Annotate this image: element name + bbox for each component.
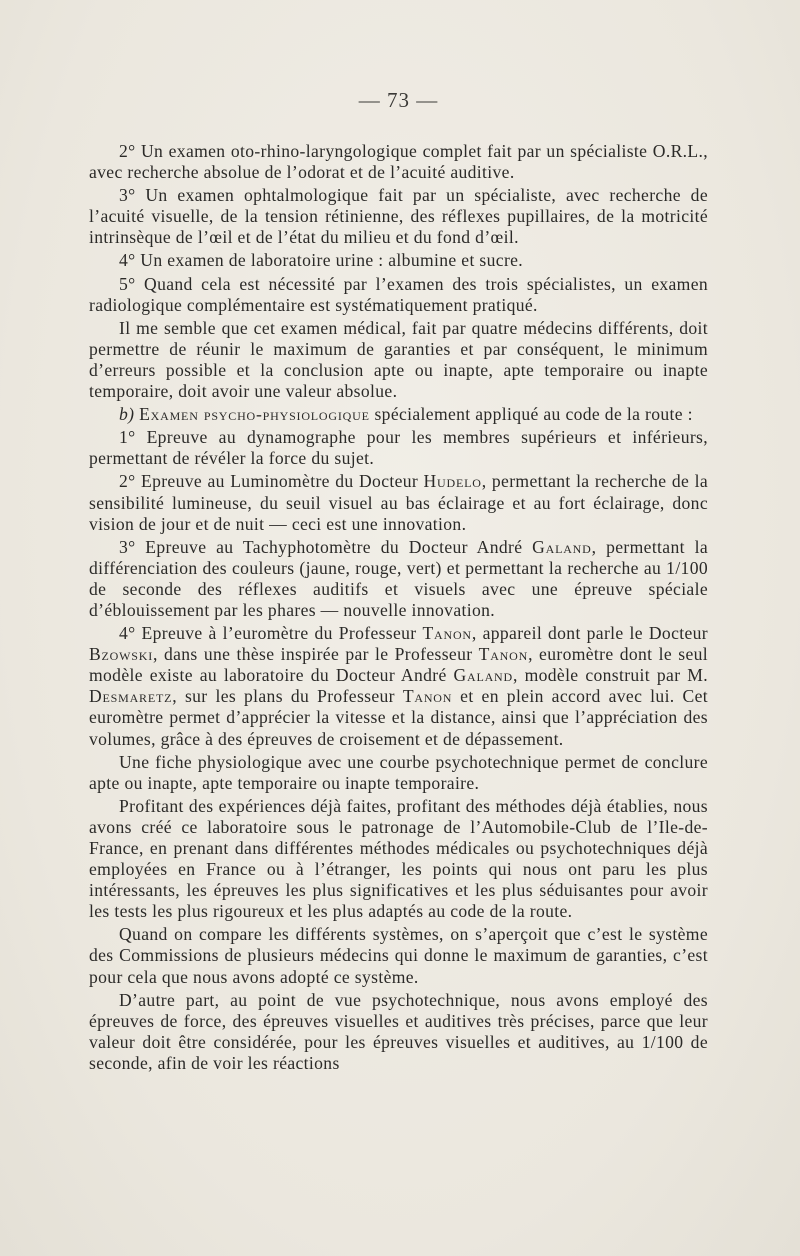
paragraph-laboratoire: 4° Un examen de laboratoire urine : albumine et sucre. xyxy=(119,250,524,271)
paragraph-ophtalmologique: 3° Un examen ophtalmologique fait par un spécialiste, avec recherche de l’acuité visuelle, de la tension rétinienne, des réflexes pupillaires, de la motricité intrinsèque de l’œil et de l’état du milieu et du fond d’œil. xyxy=(89,185,708,248)
paragraph-luminometre: 2° Epreuve au Luminomètre du Docteur Hudelo, permettant la recherche de la sensibilité lumineuse, du seuil visuel au bas éclairage et au fort éclairage, donc vision de jour et de nuit — ceci est une innovation. xyxy=(89,471,708,534)
body-text xyxy=(89,141,708,1074)
paragraph-eurometre: 4° Epreuve à l’euromètre du Professeur Tanon, appareil dont parle le Docteur Bzowski, dans une thèse inspirée par le Professeur Tanon, euromètre dont le seul modèle existe au laboratoire du Docteur André Galand, modèle construit par M. Desmaretz, sur les plans du Professeur Tanon et en plein accord avec lui. Cet euromètre permet d’apprécier la vitesse et la distance, ainsi que l’appréciation des volumes, grâce à des épreuves de croisement et de dépassement. xyxy=(89,623,708,749)
paragraph-examen-psycho: b) Examen psycho-physiologique spécialement appliqué au code de la route : xyxy=(119,404,693,425)
section-heading: Examen psycho-physiologique xyxy=(139,404,370,425)
paragraph-psychotechnique: D’autre part, au point de vue psychotechnique, nous avons employé des épreuves de force, des épreuves visuelles et auditives très précises, parce que leur valeur doit être considérée, pour les épreuves visuelles et auditives, au 1/100 de seconde, afin de voir les réactions xyxy=(89,989,708,1073)
paragraph-examen-medical: Il me semble que cet examen médical, fait par quatre médecins différents, doit permettre de réunir le maximum de garanties et par conséquent, le minimum d’erreurs possible et la conclusion apte ou inapte, apte temporaire ou inapte temporaire, doit avoir une valeur absolue. xyxy=(89,317,708,402)
paragraph-dynamographe: 1° Epreuve au dynamographe pour les membres supérieurs et inférieurs, permettant de révéler la force du sujet. xyxy=(89,427,708,469)
author-name: Desmaretz xyxy=(89,686,173,707)
author-name: Bzowski xyxy=(89,644,153,665)
paragraph-radiologique: 5° Quand cela est nécessité par l’examen des trois spécialistes, un examen radiologique complémentaire est systématiquement pratiqué. xyxy=(89,273,708,315)
paragraph-fiche-physiologique: Une fiche physiologique avec une courbe psychotechnique permet de conclure apte ou inapte, apte temporaire ou inapte temporaire. xyxy=(89,751,708,793)
author-name: Hudelo xyxy=(423,471,482,492)
author-name: Galand xyxy=(453,665,513,686)
author-name: Tanon xyxy=(402,686,453,707)
paragraph-tachyphotometre: 3° Epreuve au Tachyphotomètre du Docteur André Galand, permettant la différenciation des couleurs (jaune, rouge, vert) et permettant la recherche au 1/100 de seconde des réflexes auditifs et visuels avec une épreuve spéciale d’éblouissement par les phares — nouvelle innovation. xyxy=(89,536,708,620)
author-name: Galand xyxy=(532,536,592,557)
page-number: — 73 — xyxy=(358,88,439,112)
author-name: Tanon xyxy=(478,644,529,665)
paragraph-comparaison: Quand on compare les différents systèmes, on s’aperçoit que c’est le système des Commissions de plusieurs médecins qui donne le maximum de garanties, c’est pour cela que nous avons adopté ce système. xyxy=(89,924,708,987)
paragraph-profitant: Profitant des expériences déjà faites, profitant des méthodes déjà établies, nous avons créé ce laboratoire sous le patronage de l’Automobile-Club de l’Ile-de-France, en prenant dans différentes méthodes médicales ou psychotechniques déjà employées en France ou à l’étranger, les points qui nous ont paru les plus intéressants, les épreuves les plus significatives et les plus séduisantes pour avoir les tests les plus rigoureux et les plus adaptés au code de la route. xyxy=(89,795,708,922)
paragraph-oto-rhino: 2° Un examen oto-rhino-laryngologique complet fait par un spécialiste O.R.L., avec recherche absolue de l’odorat et de l’acuité auditive. xyxy=(89,141,708,183)
author-name: Tanon xyxy=(422,623,472,644)
